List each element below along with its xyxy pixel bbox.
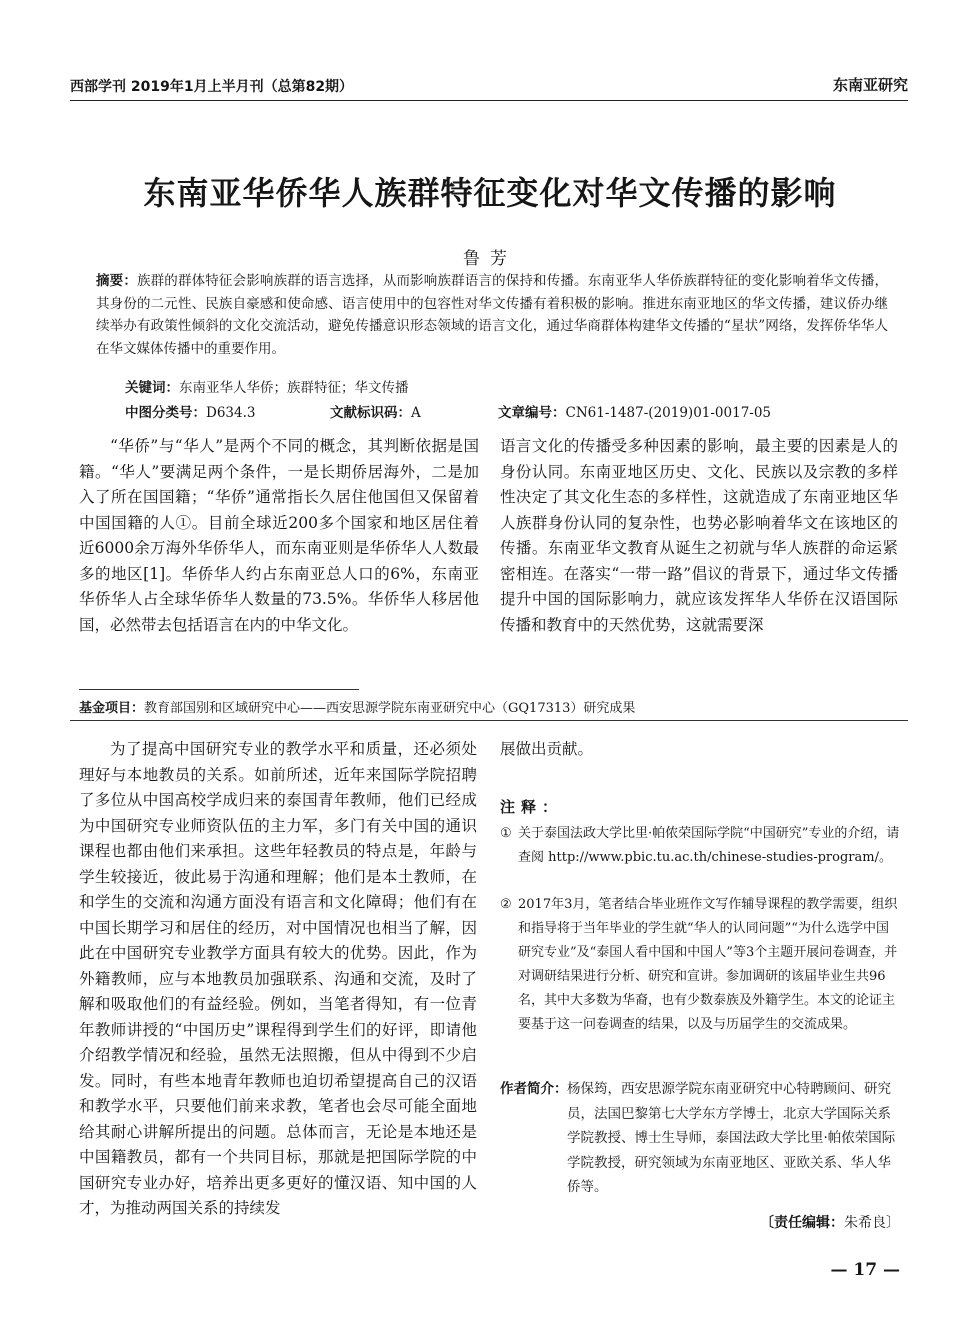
prev-article-ending: 展做出贡献。: [500, 740, 594, 758]
body-column-right: [500, 434, 898, 638]
article-number-value: CN61-1487-(2019)01-0017-05: [565, 405, 772, 421]
note-number: ②: [500, 897, 512, 912]
note-text: 2017年3月，笔者结合毕业班作文写作辅导课程的教学需要，组织和指导将于当年毕业的学生就“华人的认同问题”“为什么选学中国研究专业”及“泰国人看中国和中国人”等3个主题开展问卷调查，并对调研结果进行分析、研究和宣讲。参加调研的该届毕业生共96名，其中大多数为华裔，也有少数泰族及外籍学生。本文的论证主要基于这一问卷调查的结果，以及与历届学生的交流成果。: [518, 897, 898, 1032]
article-number-label: 文章编号：: [498, 405, 566, 421]
note-number: ①: [500, 826, 512, 841]
clc-number: [125, 401, 255, 421]
header-rule: [70, 100, 908, 101]
clc-value: D634.3: [206, 405, 256, 421]
body-paragraph: 语言文化的传播受多种因素的影响，最主要的因素是人的身份认同。东南亚地区历史、文化、民族以及宗教的多样性决定了其文化生态的多样性，这就造成了东南亚地区华人族群身份认同的复杂性，也势必影响着华文在该地区的传播。东南亚华文教育从诞生之初就与华人族群的命运紧密相连。在落实“一带一路”倡议的背景下，通过华文传播提升中国的国际影响力，就应该发挥华人华侨在汉语国际传播和教育中的天然优势，这就需要深: [500, 437, 898, 634]
bio-text: 杨保筠，西安思源学院东南亚研究中心特聘顾问、研究员，法国巴黎第七大学东方学博士，北京大学国际关系学院教授、博士生导师，泰国法政大学比里·帕侬荣国际学院教授，研究领域为东南亚地区、亚欧关系、华人华侨等。: [567, 1081, 896, 1195]
prev-article-paragraph: 为了提高中国研究专业的教学水平和质量，还必须处理好与本地教员的关系。如前所述，近年来国际学院招聘了多位从中国高校学成归来的泰国青年教师，他们已经成为中国研究专业师资队伍的主力军，多门有关中国的通识课程也都由他们来承担。这些年轻教员的特点是，年龄与学生较接近，彼此易于沟通和理解；他们是本土教师，在和学生的交流和沟通方面没有语言和文化障碍；他们有在中国长期学习和居住的经历，对中国情况也相当了解，因此在中国研究专业教学方面具有较大的优势。因此，作为外籍教师，应与本地教员加强联系、沟通和交流，及时了解和吸取他们的有益经验。例如，当笔者得知，有一位青年教师讲授的“中国历史”课程得到学生们的好评，即请他介绍教学情况和经验，虽然无法照搬，但从中得到不少启发。同时，有些本地青年教师也迫切希望提高自己的汉语和教学水平，只要他们前来求教，笔者也会尽可能全面地给其耐心讲解所提出的问题。总体而言，无论是本地还是中国籍教员，都有一个共同目标，那就是把国际学院的中国研究专业办好，培养出更多更好的懂汉语、知中国的人才，为推动两国关系的持续发: [79, 740, 477, 1217]
body-paragraph: “华侨”与“华人”是两个不同的概念，其判断依据是国籍。“华人”要满足两个条件，一是长期侨居海外，二是加入了所在国国籍；“华侨”通常指长久居住他国但又保留着中国国籍的人①。目前全球近200多个国家和地区居住着近6000余万海外华侨华人，而东南亚则是华侨华人人数最多的地区[1]。华侨华人约占东南亚总人口的6%，东南亚华侨华人占全球华侨华人数量的73.5%。华侨华人移居他国，必然带去包括语言在内的中华文化。: [79, 437, 479, 634]
note-item: [500, 893, 900, 1037]
abstract: [96, 270, 888, 360]
abstract-label: 摘要：: [96, 273, 137, 289]
section-divider: [70, 720, 908, 721]
editor-name: 朱希良〕: [844, 1215, 900, 1231]
keywords-label: 关键词：: [125, 380, 179, 396]
note-text: 关于泰国法政大学比里·帕侬荣国际学院“中国研究”专业的介绍，请查阅 http://www.pbic.tu.ac.th/chinese-studies-program/。: [518, 826, 900, 865]
footnote-rule: [79, 689, 359, 690]
article-number: [498, 401, 771, 421]
funding-label: 基金项目：: [79, 701, 145, 716]
journal-issue: 西部学刊 2019年1月上半月刊（总第82期）: [70, 79, 354, 95]
abstract-text: 族群的群体特征会影响族群的语言选择，从而影响族群语言的保持和传播。东南亚华人华侨族群特征的变化影响着华文传播，其身份的二元性、民族自豪感和使命感、语言使用中的包容性对华文传播有着积极的影响。推进东南亚地区的华文传播，建议侨办继续举办有政策性倾斜的文化交流活动，避免传播意识形态领域的语言文化，通过华商群体构建华文传播的“星状”网络，发挥侨华华人在华文媒体传播中的重要作用。: [96, 273, 889, 357]
funding-text: 教育部国别和区域研究中心——西安思源学院东南亚研究中心（GQ17313）研究成果: [144, 701, 636, 716]
body-column-left: [79, 434, 479, 638]
prev-article-column-right: [500, 737, 898, 763]
editor-label: 〔责任编辑：: [760, 1215, 844, 1231]
prev-article-column-left: [79, 737, 477, 1222]
keywords: [125, 376, 409, 396]
clc-label: 中图分类号：: [125, 405, 206, 421]
author-bio: [500, 1077, 900, 1200]
notes-title: 注释：: [500, 798, 564, 816]
doc-code: [330, 401, 421, 421]
article-title: 东南亚华侨华人族群特征变化对华文传播的影响: [143, 174, 837, 212]
keywords-text: 东南亚华人华侨；族群特征；华文传播: [179, 380, 409, 396]
section-name: 东南亚研究: [832, 76, 908, 94]
page-number: — 17 —: [830, 1260, 900, 1280]
doc-code-value: A: [411, 405, 421, 421]
bio-label: 作者简介：: [500, 1081, 568, 1097]
note-item: [500, 822, 900, 870]
responsible-editor: [760, 1212, 900, 1232]
funding-note: [79, 697, 635, 716]
running-header: [70, 74, 908, 98]
doc-code-label: 文献标识码：: [330, 405, 411, 421]
article-author: 鲁芳: [463, 249, 517, 269]
